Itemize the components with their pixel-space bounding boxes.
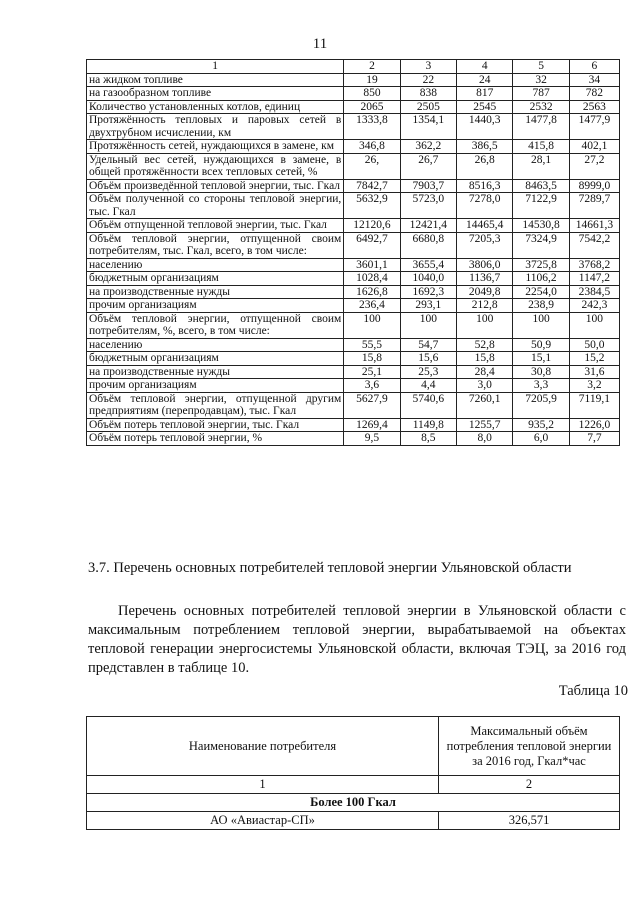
table-row [87, 114, 620, 140]
value-cell: 22 [400, 73, 456, 87]
value-cell: 1269,4 [344, 418, 400, 432]
value-cell: 1226,0 [569, 418, 619, 432]
value-cell: 5740,6 [400, 392, 456, 418]
value-cell: 2254,0 [513, 285, 569, 299]
row-label: прочим организациям [87, 299, 344, 313]
value-cell: 7842,7 [344, 179, 400, 193]
value-cell: 54,7 [400, 338, 456, 352]
table-row [87, 312, 620, 338]
value-cell: 817 [457, 87, 513, 101]
value-cell: 3,2 [569, 379, 619, 393]
value-cell: 14661,3 [569, 219, 619, 233]
value-cell: 14530,8 [513, 219, 569, 233]
value-cell: 7205,9 [513, 392, 569, 418]
value-cell: 362,2 [400, 140, 456, 154]
value-cell: 7289,7 [569, 193, 619, 219]
value-cell: 242,3 [569, 299, 619, 313]
value-cell: 7903,7 [400, 179, 456, 193]
value-cell: 6,0 [513, 432, 569, 446]
table-header-row [87, 717, 620, 776]
value-cell: 100 [400, 312, 456, 338]
row-label: Объём потерь тепловой энергии, тыс. Гкал [87, 418, 344, 432]
table-row [87, 379, 620, 393]
value-cell: 8463,5 [513, 179, 569, 193]
value-cell: 50,9 [513, 338, 569, 352]
value-cell: 7278,0 [457, 193, 513, 219]
value-cell: 7119,1 [569, 392, 619, 418]
header-cell: 4 [457, 60, 513, 74]
value-cell: 2065 [344, 100, 400, 114]
value-cell: 3,3 [513, 379, 569, 393]
value-cell: 9,5 [344, 432, 400, 446]
value-cell: 19 [344, 73, 400, 87]
value-cell: 7542,2 [569, 232, 619, 258]
value-cell: 25,1 [344, 365, 400, 379]
row-label: бюджетным организациям [87, 352, 344, 366]
value-cell: 31,6 [569, 365, 619, 379]
value-cell: 8,0 [457, 432, 513, 446]
value-cell: 3,0 [457, 379, 513, 393]
value-cell: 850 [344, 87, 400, 101]
value-cell: 7324,9 [513, 232, 569, 258]
value-cell: 787 [513, 87, 569, 101]
value-cell: 935,2 [513, 418, 569, 432]
value-cell: 1147,2 [569, 272, 619, 286]
row-label: Удельный вес сетей, нуждающихся в замене, в общей протяжённости всех тепловых сетей, % [87, 153, 344, 179]
value-cell: 28,1 [513, 153, 569, 179]
value-cell: 26,7 [400, 153, 456, 179]
value-cell: 15,8 [457, 352, 513, 366]
column-number: 2 [439, 776, 620, 794]
value-cell: 3601,1 [344, 258, 400, 272]
value-cell: 212,8 [457, 299, 513, 313]
value-cell: 15,2 [569, 352, 619, 366]
column-number: 1 [87, 776, 439, 794]
value-cell: 8516,3 [457, 179, 513, 193]
header-consumer-name: Наименование потребителя [87, 717, 439, 776]
row-label: на газообразном топливе [87, 87, 344, 101]
value-cell: 55,5 [344, 338, 400, 352]
value-cell: 6492,7 [344, 232, 400, 258]
value-cell: 15,1 [513, 352, 569, 366]
table-row [87, 232, 620, 258]
value-cell: 7122,9 [513, 193, 569, 219]
value-cell: 6680,8 [400, 232, 456, 258]
header-cell: 5 [513, 60, 569, 74]
row-label: населению [87, 338, 344, 352]
row-label: Объём тепловой энергии, отпущенной своим потребителям, тыс. Гкал, всего, в том числе: [87, 232, 344, 258]
table-row [87, 812, 620, 830]
value-cell: 346,8 [344, 140, 400, 154]
value-cell: 27,2 [569, 153, 619, 179]
row-label: прочим организациям [87, 379, 344, 393]
consumption-value: 326,571 [439, 812, 620, 830]
header-max-consumption: Максимальный объём потребления тепловой энергии за 2016 год, Гкал*час [439, 717, 620, 776]
value-cell: 838 [400, 87, 456, 101]
value-cell: 12421,4 [400, 219, 456, 233]
row-label: на производственные нужды [87, 365, 344, 379]
table-row [87, 285, 620, 299]
row-label: Объём тепловой энергии, отпущенной другим предприятиям (перепродавцам), тыс. Гкал [87, 392, 344, 418]
value-cell: 26, [344, 153, 400, 179]
value-cell: 1354,1 [400, 114, 456, 140]
row-label: Протяжённость тепловых и паровых сетей в двухтрубном исчислении, км [87, 114, 344, 140]
value-cell: 28,4 [457, 365, 513, 379]
value-cell: 30,8 [513, 365, 569, 379]
value-cell: 1255,7 [457, 418, 513, 432]
value-cell: 25,3 [400, 365, 456, 379]
row-label: Протяжённость сетей, нуждающихся в замене, км [87, 140, 344, 154]
value-cell: 1440,3 [457, 114, 513, 140]
value-cell: 3,6 [344, 379, 400, 393]
value-cell: 1028,4 [344, 272, 400, 286]
value-cell: 100 [513, 312, 569, 338]
value-cell: 24 [457, 73, 513, 87]
body-paragraph: Перечень основных потребителей тепловой энергии в Ульяновской области с максимальным потреблением тепловой энергии, вырабатываемой на объектах тепловой генерации энергосистемы Ульяновской области, включая ТЭЦ, за 2016 год представлен в таблице 10. [88, 603, 626, 676]
table-caption: Таблица 10 [558, 683, 628, 699]
column-number-row [87, 776, 620, 794]
main-consumers-table [86, 716, 620, 830]
value-cell: 1040,0 [400, 272, 456, 286]
consumer-name: АО «Авиастар-СП» [87, 812, 439, 830]
row-label: Объём тепловой энергии, отпущенной своим потребителям, %, всего, в том числе: [87, 312, 344, 338]
value-cell: 2563 [569, 100, 619, 114]
value-cell: 386,5 [457, 140, 513, 154]
value-cell: 2532 [513, 100, 569, 114]
table-row [87, 299, 620, 313]
value-cell: 3655,4 [400, 258, 456, 272]
value-cell: 3806,0 [457, 258, 513, 272]
heat-energy-stats-table [86, 59, 620, 446]
header-cell: 2 [344, 60, 400, 74]
value-cell: 1333,8 [344, 114, 400, 140]
table-row [87, 272, 620, 286]
value-cell: 8999,0 [569, 179, 619, 193]
value-cell: 15,6 [400, 352, 456, 366]
value-cell: 100 [344, 312, 400, 338]
value-cell: 12120,6 [344, 219, 400, 233]
value-cell: 2545 [457, 100, 513, 114]
value-cell: 32 [513, 73, 569, 87]
value-cell: 2505 [400, 100, 456, 114]
value-cell: 7260,1 [457, 392, 513, 418]
value-cell: 34 [569, 73, 619, 87]
table-row [87, 100, 620, 114]
table-row [87, 219, 620, 233]
value-cell: 1692,3 [400, 285, 456, 299]
row-label: населению [87, 258, 344, 272]
value-cell: 2049,8 [457, 285, 513, 299]
value-cell: 5627,9 [344, 392, 400, 418]
value-cell: 14465,4 [457, 219, 513, 233]
value-cell: 4,4 [400, 379, 456, 393]
value-cell: 402,1 [569, 140, 619, 154]
row-label: бюджетным организациям [87, 272, 344, 286]
row-label: Объём отпущенной тепловой энергии, тыс. Гкал [87, 219, 344, 233]
value-cell: 100 [569, 312, 619, 338]
row-label: на жидком топливе [87, 73, 344, 87]
table-row [87, 365, 620, 379]
value-cell: 5632,9 [344, 193, 400, 219]
group-label: Более 100 Гкал [87, 794, 620, 812]
value-cell: 1477,8 [513, 114, 569, 140]
value-cell: 1106,2 [513, 272, 569, 286]
group-row [87, 794, 620, 812]
value-cell: 1477,9 [569, 114, 619, 140]
table-row [87, 392, 620, 418]
section-heading: 3.7. Перечень основных потребителей тепловой энергии Ульяновской области [88, 560, 572, 576]
value-cell: 100 [457, 312, 513, 338]
table-row [87, 73, 620, 87]
value-cell: 2384,5 [569, 285, 619, 299]
row-label: Объём произведённой тепловой энергии, тыс. Гкал [87, 179, 344, 193]
row-label: Количество установленных котлов, единиц [87, 100, 344, 114]
value-cell: 50,0 [569, 338, 619, 352]
value-cell: 7205,3 [457, 232, 513, 258]
value-cell: 415,8 [513, 140, 569, 154]
value-cell: 8,5 [400, 432, 456, 446]
value-cell: 15,8 [344, 352, 400, 366]
table-row [87, 193, 620, 219]
page-number: 11 [312, 36, 328, 52]
value-cell: 7,7 [569, 432, 619, 446]
value-cell: 1149,8 [400, 418, 456, 432]
value-cell: 3725,8 [513, 258, 569, 272]
value-cell: 52,8 [457, 338, 513, 352]
table-row [87, 258, 620, 272]
table-row [87, 418, 620, 432]
value-cell: 1136,7 [457, 272, 513, 286]
value-cell: 238,9 [513, 299, 569, 313]
value-cell: 5723,0 [400, 193, 456, 219]
row-label: на производственные нужды [87, 285, 344, 299]
header-cell: 6 [569, 60, 619, 74]
header-cell: 1 [87, 60, 344, 74]
table-row [87, 87, 620, 101]
table-row [87, 153, 620, 179]
value-cell: 1626,8 [344, 285, 400, 299]
row-label: Объём полученной со стороны тепловой энергии, тыс. Гкал [87, 193, 344, 219]
value-cell: 3768,2 [569, 258, 619, 272]
table-row [87, 338, 620, 352]
row-label: Объём потерь тепловой энергии, % [87, 432, 344, 446]
table-row [87, 352, 620, 366]
header-cell: 3 [400, 60, 456, 74]
table-row [87, 140, 620, 154]
table-row [87, 179, 620, 193]
value-cell: 236,4 [344, 299, 400, 313]
table-row [87, 432, 620, 446]
value-cell: 26,8 [457, 153, 513, 179]
table-header-row [87, 60, 620, 74]
value-cell: 293,1 [400, 299, 456, 313]
value-cell: 782 [569, 87, 619, 101]
